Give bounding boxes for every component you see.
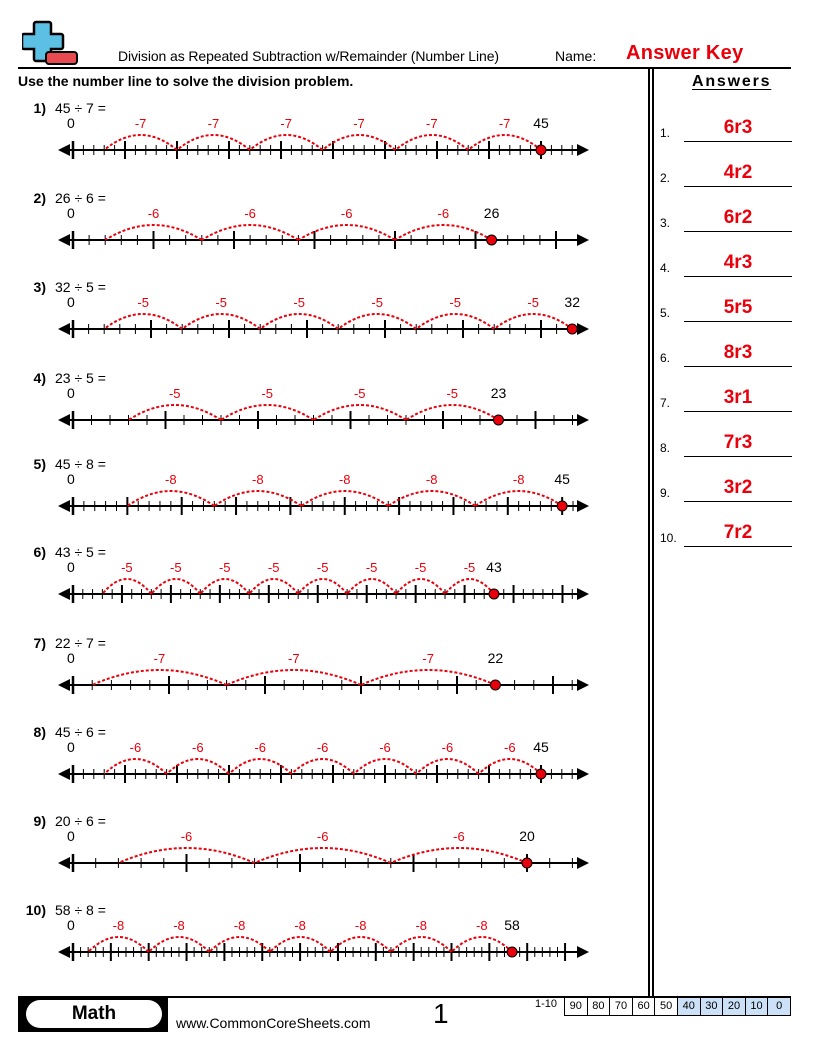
problem-equation: 20 ÷ 6 = — [55, 813, 106, 829]
jump-label: -6 — [316, 740, 329, 755]
jump-label: -8 — [112, 918, 125, 933]
number-line-zero-label: 0 — [67, 205, 75, 221]
jump-label: -6 — [254, 740, 266, 755]
jump-label: -6 — [129, 740, 142, 755]
score-cell: 90 — [565, 998, 588, 1016]
problem-number: 1) — [33, 100, 46, 116]
jump-label: -6 — [379, 740, 391, 755]
jump-arc — [151, 579, 200, 594]
jump-label: -7 — [422, 651, 434, 666]
column-divider — [648, 69, 654, 996]
answer-value: 7r3 — [723, 432, 753, 453]
jump-label: -6 — [504, 740, 516, 755]
start-point-dot — [487, 235, 497, 245]
jump-label: -8 — [354, 918, 367, 933]
score-cell: 80 — [588, 998, 611, 1016]
problem-number: 10) — [25, 902, 46, 918]
problem-1 — [18, 100, 618, 180]
right-arrow-icon — [577, 679, 589, 691]
left-arrow-icon — [58, 414, 70, 426]
subject-badge: Math — [26, 1000, 162, 1028]
jump-label: -8 — [252, 472, 264, 487]
right-arrow-icon — [577, 857, 589, 869]
jump-arc — [177, 135, 250, 150]
left-arrow-icon — [58, 588, 70, 600]
number-line-zero-label: 0 — [67, 385, 75, 401]
jump-arc — [298, 579, 347, 594]
jump-label: -6 — [180, 829, 193, 844]
jump-label: -7 — [288, 651, 300, 666]
number-line — [18, 544, 618, 614]
jump-arc — [395, 135, 468, 150]
jump-arc — [494, 314, 572, 329]
jump-label: -6 — [453, 829, 465, 844]
jump-label: -6 — [244, 206, 256, 221]
jump-arc — [468, 135, 541, 150]
left-arrow-icon — [58, 946, 70, 958]
start-point-dot — [557, 501, 567, 511]
answer-value: 6r2 — [723, 207, 753, 228]
jump-label: -8 — [338, 472, 351, 487]
jump-label: -5 — [365, 560, 378, 575]
start-point-dot — [489, 589, 499, 599]
jump-label: -5 — [137, 295, 149, 310]
jump-arc — [260, 314, 338, 329]
jump-arc — [249, 579, 298, 594]
score-cell: 60 — [633, 998, 656, 1016]
problem-equation: 43 ÷ 5 = — [55, 544, 106, 560]
jump-label: -5 — [449, 295, 461, 310]
problem-equation: 45 ÷ 8 = — [55, 456, 106, 472]
problem-equation: 23 ÷ 5 = — [55, 370, 106, 386]
answer-row-4 — [660, 247, 792, 277]
jump-label: -8 — [233, 918, 246, 933]
right-arrow-icon — [577, 144, 589, 156]
jump-label: -8 — [294, 918, 306, 933]
jump-label: -8 — [165, 472, 177, 487]
problem-4 — [18, 370, 618, 450]
number-line-end-label: 43 — [486, 559, 502, 575]
number-line — [18, 370, 618, 440]
problem-number: 9) — [33, 813, 46, 829]
number-line-end-label: 23 — [490, 385, 507, 401]
number-line-zero-label: 0 — [67, 917, 75, 933]
jump-label: -5 — [218, 560, 231, 575]
problem-equation: 45 ÷ 7 = — [55, 100, 106, 116]
right-arrow-icon — [577, 323, 589, 335]
score-cell: 20 — [723, 998, 746, 1016]
jump-label: -8 — [415, 918, 428, 933]
number-line-zero-label: 0 — [67, 828, 75, 844]
answer-number: 10. — [660, 531, 677, 545]
right-arrow-icon — [577, 946, 589, 958]
answer-row-2 — [660, 157, 792, 187]
name-label: Name: — [555, 48, 597, 64]
number-line-zero-label: 0 — [67, 650, 75, 666]
jump-label: -7 — [498, 116, 511, 131]
name-value: Answer Key — [626, 42, 744, 64]
right-arrow-icon — [577, 768, 589, 780]
jump-label: -8 — [512, 472, 525, 487]
score-cell: 0 — [768, 998, 791, 1016]
answer-row-10 — [660, 517, 792, 547]
start-point-dot — [522, 858, 532, 868]
answer-row-7 — [660, 382, 792, 412]
jump-arc — [250, 135, 323, 150]
jump-arc — [104, 135, 177, 150]
problem-number: 2) — [33, 190, 46, 206]
jump-label: -5 — [414, 560, 427, 575]
problem-equation: 58 ÷ 8 = — [55, 902, 106, 918]
jump-label: -6 — [192, 740, 204, 755]
score-range-label: 1-10 — [535, 998, 558, 1010]
score-table — [564, 997, 791, 1016]
answer-number: 2. — [660, 171, 671, 185]
jump-label: -6 — [437, 206, 450, 221]
problem-equation: 32 ÷ 5 = — [55, 279, 106, 295]
problem-2 — [18, 190, 618, 270]
answer-value: 8r3 — [723, 342, 753, 363]
answer-number: 3. — [660, 216, 671, 230]
right-arrow-icon — [577, 234, 589, 246]
number-line — [18, 456, 618, 526]
number-line-end-label: 22 — [487, 650, 504, 666]
number-line-end-label: 45 — [554, 471, 570, 487]
jump-label: -7 — [280, 116, 292, 131]
start-point-dot — [494, 415, 504, 425]
number-line-end-label: 32 — [564, 294, 580, 310]
problem-number: 3) — [33, 279, 46, 295]
answer-value: 5r5 — [723, 297, 753, 318]
number-line-zero-label: 0 — [67, 559, 75, 575]
left-arrow-icon — [58, 679, 70, 691]
jump-arc — [314, 405, 407, 420]
answer-value: 4r2 — [723, 162, 753, 183]
instructions: Use the number line to solve the division problem. — [18, 73, 354, 89]
left-arrow-icon — [58, 144, 70, 156]
number-line — [18, 813, 618, 883]
jump-label: -7 — [153, 651, 166, 666]
website-link[interactable]: www.CommonCoreSheets.com — [176, 1015, 371, 1031]
number-line — [18, 100, 618, 170]
answer-row-1 — [660, 112, 792, 142]
right-arrow-icon — [577, 588, 589, 600]
jump-arc — [92, 670, 226, 685]
start-point-dot — [507, 947, 517, 957]
number-line-end-label: 45 — [533, 115, 549, 131]
plus-minus-logo-icon — [22, 20, 80, 68]
problem-3 — [18, 279, 618, 359]
number-line — [18, 635, 618, 705]
score-cell: 70 — [610, 998, 633, 1016]
answer-row-8 — [660, 427, 792, 457]
number-line-end-label: 45 — [533, 739, 549, 755]
jump-arc — [221, 405, 314, 420]
number-line-end-label: 58 — [504, 917, 520, 933]
page-number: 1 — [433, 998, 449, 1029]
jump-arc — [227, 670, 361, 685]
number-line — [18, 724, 618, 794]
score-cell: 10 — [746, 998, 769, 1016]
number-line — [18, 190, 618, 260]
jump-label: -7 — [426, 116, 438, 131]
jump-label: -5 — [446, 386, 459, 401]
problem-number: 6) — [33, 544, 46, 560]
answer-row-9 — [660, 472, 792, 502]
problem-equation: 26 ÷ 6 = — [55, 190, 106, 206]
jump-label: -6 — [340, 206, 353, 221]
problem-7 — [18, 635, 618, 715]
jump-label: -8 — [475, 918, 488, 933]
left-arrow-icon — [58, 234, 70, 246]
number-line-zero-label: 0 — [67, 115, 75, 131]
problem-8 — [18, 724, 618, 804]
answer-number: 9. — [660, 486, 671, 500]
jump-label: -8 — [425, 472, 438, 487]
answer-value: 6r3 — [723, 117, 753, 138]
problem-10 — [18, 902, 618, 982]
header-rule — [18, 67, 791, 69]
jump-label: -5 — [353, 386, 366, 401]
score-cell: 50 — [655, 998, 678, 1016]
number-line-end-label: 20 — [519, 828, 535, 844]
left-arrow-icon — [58, 500, 70, 512]
jump-arc — [182, 314, 260, 329]
jump-label: -5 — [463, 560, 476, 575]
answer-value: 3r2 — [723, 477, 753, 498]
jump-label: -5 — [527, 295, 539, 310]
jump-label: -5 — [121, 560, 133, 575]
answer-row-3 — [660, 202, 792, 232]
left-arrow-icon — [58, 323, 70, 335]
jump-label: -5 — [371, 295, 383, 310]
number-line-end-label: 26 — [483, 205, 500, 221]
jump-label: -5 — [316, 560, 329, 575]
problem-equation: 22 ÷ 7 = — [55, 635, 106, 651]
jump-label: -5 — [168, 386, 181, 401]
jump-label: -5 — [170, 560, 182, 575]
score-cell: 30 — [701, 998, 724, 1016]
answer-number: 6. — [660, 351, 671, 365]
problem-equation: 45 ÷ 6 = — [55, 724, 106, 740]
problem-number: 5) — [33, 456, 46, 472]
answer-number: 8. — [660, 441, 671, 455]
jump-arc — [406, 405, 499, 420]
answer-row-5 — [660, 292, 792, 322]
right-arrow-icon — [577, 500, 589, 512]
answer-row-6 — [660, 337, 792, 367]
start-point-dot — [536, 769, 546, 779]
start-point-dot — [536, 145, 546, 155]
start-point-dot — [567, 324, 577, 334]
jump-label: -7 — [134, 116, 147, 131]
jump-arc — [104, 314, 182, 329]
problem-number: 7) — [33, 635, 46, 651]
worksheet-title: Division as Repeated Subtraction w/Remainder (Number Line) — [118, 48, 499, 64]
left-arrow-icon — [58, 857, 70, 869]
answer-value: 4r3 — [723, 252, 753, 273]
jump-arc — [338, 314, 416, 329]
jump-arc — [396, 579, 445, 594]
problem-9 — [18, 813, 618, 893]
score-cell: 40 — [678, 998, 701, 1016]
problem-5 — [18, 456, 618, 536]
jump-arc — [416, 314, 494, 329]
answers-title: Answers — [692, 73, 772, 90]
number-line-zero-label: 0 — [67, 471, 75, 487]
jump-label: -5 — [267, 560, 280, 575]
answer-number: 5. — [660, 306, 671, 320]
jump-label: -6 — [147, 206, 160, 221]
number-line — [18, 279, 618, 349]
jump-arc — [361, 670, 495, 685]
jump-label: -7 — [353, 116, 365, 131]
number-line-zero-label: 0 — [67, 739, 75, 755]
answer-number: 7. — [660, 396, 671, 410]
jump-label: -5 — [261, 386, 274, 401]
jump-arc — [200, 579, 249, 594]
problem-6 — [18, 544, 618, 624]
answer-number: 4. — [660, 261, 671, 275]
right-arrow-icon — [577, 414, 589, 426]
answer-value: 7r2 — [723, 522, 753, 543]
jump-label: -8 — [173, 918, 185, 933]
jump-label: -7 — [207, 116, 220, 131]
jump-arc — [347, 579, 396, 594]
jump-label: -5 — [293, 295, 305, 310]
left-arrow-icon — [58, 768, 70, 780]
number-line-zero-label: 0 — [67, 294, 75, 310]
start-point-dot — [490, 680, 500, 690]
answer-value: 3r1 — [723, 387, 753, 408]
problem-number: 8) — [33, 724, 46, 740]
answer-number: 1. — [660, 126, 671, 140]
jump-label: -6 — [316, 829, 329, 844]
jump-arc — [102, 579, 151, 594]
problem-number: 4) — [33, 370, 46, 386]
jump-label: -6 — [441, 740, 454, 755]
jump-arc — [129, 405, 222, 420]
jump-label: -5 — [215, 295, 227, 310]
jump-arc — [445, 579, 494, 594]
number-line — [18, 902, 618, 972]
